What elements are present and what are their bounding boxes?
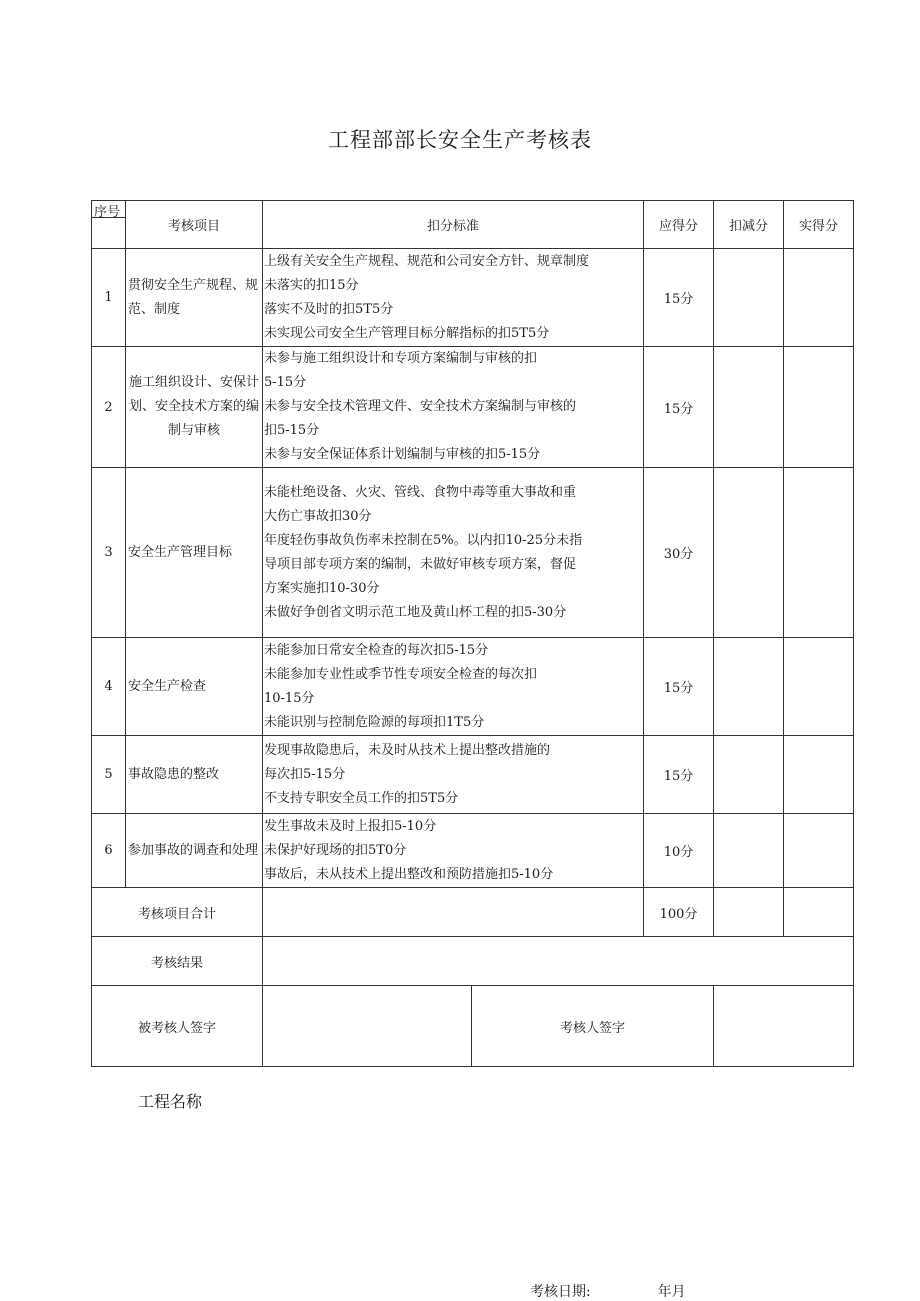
criteria-line: 事故后，未从技术上提出整改和预防措施扣5-10分 xyxy=(264,866,554,882)
table-row xyxy=(92,468,854,638)
table-row xyxy=(92,814,854,888)
header-actual-score: 实得分 xyxy=(784,201,854,249)
criteria-line: 大伤亡事故扣30分 xyxy=(264,508,372,524)
criteria-line: 未保护好现场的扣5T0分 xyxy=(264,842,407,858)
row-due-score: 15分 xyxy=(644,347,714,468)
row-criteria xyxy=(263,249,644,347)
row-item: 安全生产管理目标 xyxy=(126,468,263,638)
result-field[interactable] xyxy=(263,937,854,986)
row-seq: 3 xyxy=(92,468,126,638)
table-row xyxy=(92,638,854,736)
assessee-sign-field[interactable] xyxy=(263,986,472,1066)
criteria-line: 10-15分 xyxy=(264,690,315,706)
result-row xyxy=(92,937,854,986)
row-item: 安全生产检查 xyxy=(126,638,263,736)
row-criteria xyxy=(263,468,644,638)
row-due-score: 15分 xyxy=(644,736,714,814)
header-item: 考核项目 xyxy=(126,201,263,249)
row-seq: 6 xyxy=(92,814,126,888)
assessor-sign-field[interactable] xyxy=(714,986,854,1067)
signature-split-cell xyxy=(263,986,714,1067)
signature-row xyxy=(92,986,854,1067)
row-deduction-cell[interactable] xyxy=(714,347,784,468)
row-criteria xyxy=(263,814,644,888)
row-due-score: 15分 xyxy=(644,249,714,347)
table-row xyxy=(92,347,854,468)
row-deduction-cell[interactable] xyxy=(714,638,784,736)
date-label: 考核日期: xyxy=(530,1284,591,1300)
criteria-line: 未落实的扣15分 xyxy=(264,277,359,293)
criteria-line: 未参与施工组织设计和专项方案编制与审核的扣 xyxy=(264,351,538,366)
row-deduction-cell[interactable] xyxy=(714,468,784,638)
row-deduction-cell[interactable] xyxy=(714,814,784,888)
header-deduction: 扣减分 xyxy=(714,201,784,249)
header-seq-label: 序号 xyxy=(94,205,121,220)
table-row xyxy=(92,736,854,814)
row-item: 事故隐患的整改 xyxy=(126,736,263,814)
form-title: 工程部部长安全生产考核表 xyxy=(328,128,592,152)
table-row xyxy=(92,249,854,347)
criteria-line: 方案实施扣10-30分 xyxy=(264,580,380,596)
date-suffix: 年月 xyxy=(657,1284,686,1300)
row-due-score: 30分 xyxy=(644,468,714,638)
row-actual-score-cell[interactable] xyxy=(784,814,854,888)
total-score: 100分 xyxy=(644,888,714,937)
assessee-sign-label: 被考核人签字 xyxy=(92,986,263,1067)
header-criteria: 扣分标准 xyxy=(263,201,644,249)
criteria-line: 5-15分 xyxy=(264,375,307,390)
criteria-line: 未参与安全保证体系计划编制与审核的扣5-15分 xyxy=(264,447,541,462)
header-row xyxy=(92,201,854,249)
criteria-line: 未能参加日常安全检查的每次扣5-15分 xyxy=(264,642,489,658)
header-seq-divider xyxy=(92,217,125,218)
criteria-line: 年度轻伤事故负伤率未控制在5%。以内扣10-25分未指 xyxy=(264,532,583,548)
row-seq: 1 xyxy=(92,249,126,347)
total-deduction-cell[interactable] xyxy=(714,888,784,937)
criteria-line: 发现事故隐患后，未及时从技术上提出整改措施的 xyxy=(264,742,551,758)
total-label: 考核项目合计 xyxy=(92,888,263,937)
total-criteria-cell xyxy=(263,888,644,937)
row-actual-score-cell[interactable] xyxy=(784,249,854,347)
criteria-line: 未能参加专业性或季节性专项安全检查的每次扣 xyxy=(264,666,538,682)
total-actual-cell[interactable] xyxy=(784,888,854,937)
row-criteria xyxy=(263,638,644,736)
criteria-line: 落实不及时的扣5T5分 xyxy=(264,301,394,317)
row-actual-score-cell[interactable] xyxy=(784,468,854,638)
row-item: 贯彻安全生产规程、规范、制度 xyxy=(126,249,263,347)
criteria-line: 上级有关安全生产规程、规范和公司安全方针、规章制度 xyxy=(264,253,590,269)
criteria-line: 未实现公司安全生产管理目标分解指标的扣5T5分 xyxy=(264,325,550,341)
row-item: 施工组织设计、安保计划、安全技术方案的编制与审核 xyxy=(126,347,263,468)
criteria-line: 发生事故未及时上报扣5-10分 xyxy=(264,818,437,834)
criteria-line: 每次扣5-15分 xyxy=(264,766,346,782)
criteria-line: 未参与安全技术管理文件、安全技术方案编制与审核的 xyxy=(264,399,577,414)
project-name-label: 工程名称 xyxy=(138,1092,203,1111)
row-seq: 5 xyxy=(92,736,126,814)
assessor-sign-label: 考核人签字 xyxy=(559,1020,625,1036)
criteria-line: 扣5-15分 xyxy=(264,423,320,438)
row-criteria xyxy=(263,347,644,468)
row-actual-score-cell[interactable] xyxy=(784,736,854,814)
row-seq: 4 xyxy=(92,638,126,736)
row-deduction-cell[interactable] xyxy=(714,249,784,347)
row-seq: 2 xyxy=(92,347,126,468)
row-actual-score-cell[interactable] xyxy=(784,347,854,468)
criteria-line: 不支持专职安全员工作的扣5T5分 xyxy=(264,790,459,806)
row-due-score: 10分 xyxy=(644,814,714,888)
assessment-date xyxy=(530,1281,686,1301)
row-item: 参加事故的调查和处理 xyxy=(126,814,263,888)
row-criteria xyxy=(263,736,644,814)
criteria-line: 未做好争创省文明示范工地及黄山杯工程的扣5-30分 xyxy=(264,604,567,620)
criteria-line: 导项目部专项方案的编制，未做好审核专项方案，督促 xyxy=(264,556,577,572)
assessment-table xyxy=(91,200,854,1067)
result-label: 考核结果 xyxy=(92,937,263,986)
criteria-line: 未能识别与控制危险源的每项扣1T5分 xyxy=(264,714,485,730)
total-row xyxy=(92,888,854,937)
row-actual-score-cell[interactable] xyxy=(784,638,854,736)
criteria-line: 未能杜绝设备、火灾、管线、食物中毒等重大事故和重 xyxy=(264,484,577,500)
row-due-score: 15分 xyxy=(644,638,714,736)
row-deduction-cell[interactable] xyxy=(714,736,784,814)
header-seq xyxy=(92,201,126,249)
header-due-score: 应得分 xyxy=(644,201,714,249)
